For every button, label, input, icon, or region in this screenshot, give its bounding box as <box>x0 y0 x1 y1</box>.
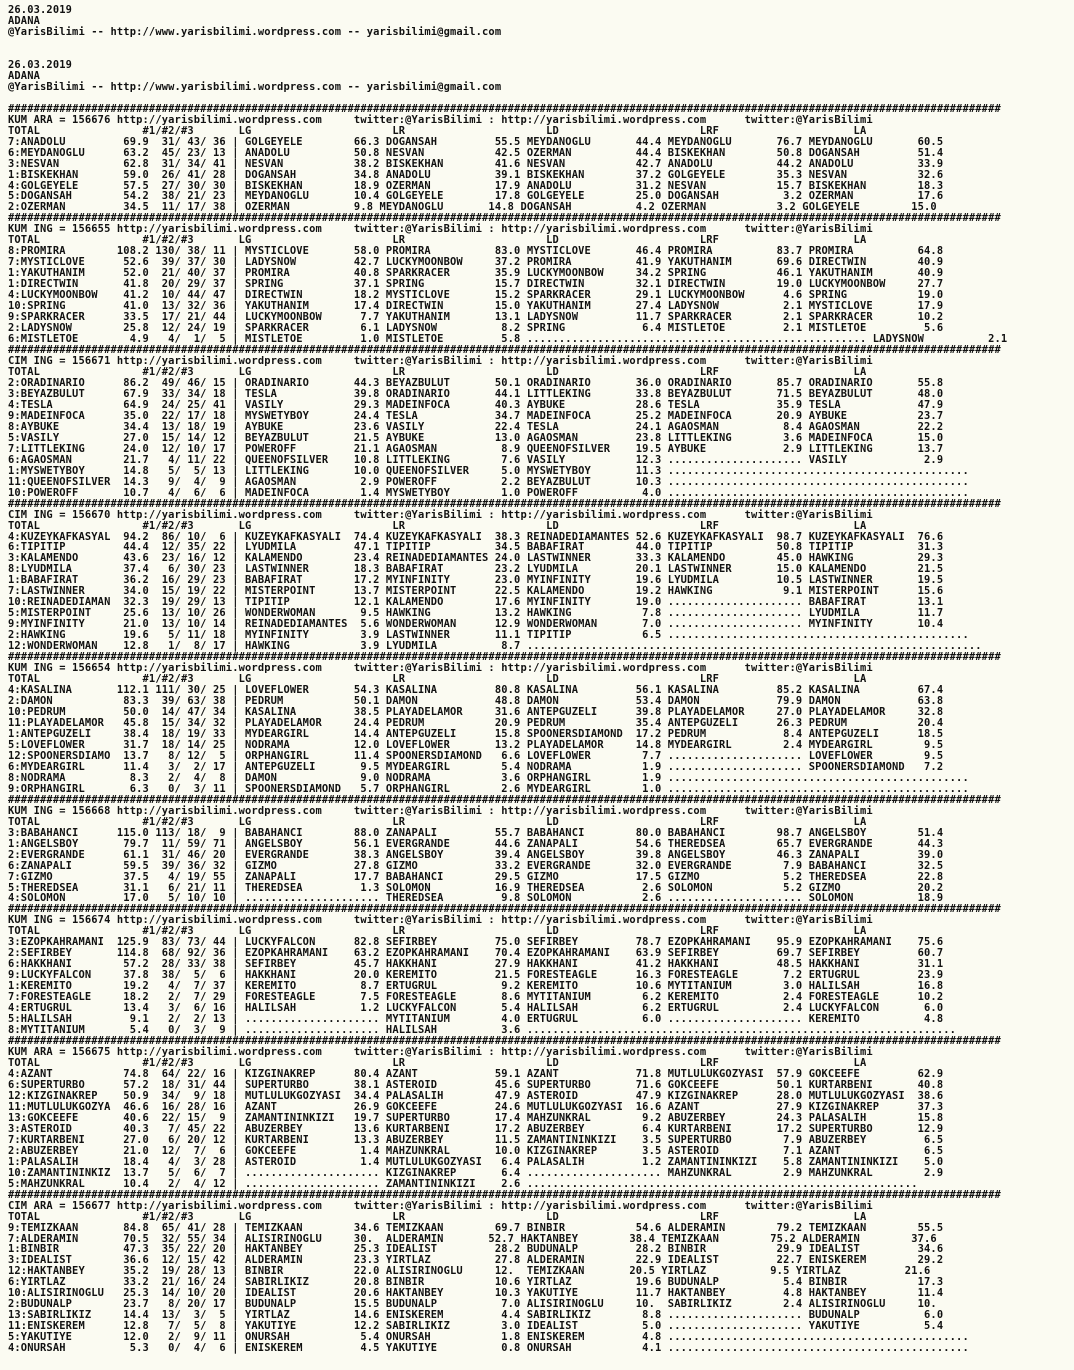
report-line: 2:BUDUNALP 23.7 8/ 20/ 17 | BUDUNALP 15.5 BUDUNALP 7.0 ALISIRINOGLU 10. SABIRLIKIZ 2.4 ALISIRINOGLU 10. <box>8 1298 937 1311</box>
report-line: 1:MYSWETYBOY 14.8 5/ 5/ 13 | LITTLEKING 10.0 QUEENOFSILVER 5.0 MYSWETYBOY 11.3 ............................................... <box>8 464 969 477</box>
report-line: 11:ENISKEREM 12.8 7/ 5/ 8 | YAKUTIYE 12.2 SABIRLIKIZ 3.0 IDEALIST 5.0 ..................... YAKUTIYE 5.4 <box>8 1320 944 1333</box>
column-header: TOTAL #1/#2/#3 LG LR LD LRF LA <box>8 234 867 247</box>
report-line: 5:VASILY 27.0 15/ 14/ 12 | BEYAZBULUT 21.5 AYBUKE 13.0 AGAOSMAN 23.8 LITTLEKING 3.6 MADEINFOCA 15.0 <box>8 431 944 444</box>
report-line: 3:IDEALIST 36.6 12/ 15/ 42 | ALDERAMIN 23.3 YIRTLAZ 27.8 ALDERAMIN 22.9 IDEALIST 22.7 ENISKEREM 29.2 <box>8 1254 944 1267</box>
column-header: TOTAL #1/#2/#3 LG LR LD LRF LA <box>8 1057 867 1069</box>
section-divider: ########################################################################################################################################################### <box>8 651 1001 664</box>
report-line: @YarisBilimi -- http://www.yarisbilimi.wordpress.com -- yarisbilimi@gmail.com <box>8 80 502 93</box>
report-line: 1:BISKEKHAN 59.0 26/ 41/ 28 | DOGANSAH 34.8 ANADOLU 39.1 BISKEKHAN 37.2 GOLGEYELE 35.3 NESVAN 32.6 <box>8 168 944 181</box>
report-line: 4:ERTUGRUL 13.4 3/ 6/ 16 | HALILSAH 1.2 LUCKYFALCON 5.4 HALILSAH 6.2 ERTUGRUL 2.4 LUCKYFALCON 6.0 <box>8 1002 944 1015</box>
report-line: 3:KALAMENDO 43.6 23/ 16/ 12 | KALAMENDO 23.4 REINADEDIAMANTES 24.0 LASTWINNER 33.3 KALAMENDO 45.0 HAWKING 29.3 <box>8 552 944 565</box>
report-line: 5:YAKUTIYE 12.0 2/ 9/ 11 | ONURSAH 5.4 ONURSAH 1.8 ENISKEREM 4.8 ............................................... <box>8 1331 969 1344</box>
report-line: 4:KUZEYKAFKASYAL 94.2 86/ 10/ 6 | KUZEYKAFKASYALI 74.4 KUZEYKAFKASYALI 38.3 REINADEDIAMANTES 52.6 KUZEYKAFKASYALI 98.7 KUZEYKAFKASYALI 76.6 <box>8 530 944 543</box>
race-header: CIM ARA = 156677 http://yarisbilimi.wordpress.com twitter:@YarisBilimi : http://yarisbilimi.wordpress.com twitter:@YarisBilimi <box>8 1199 873 1212</box>
report-line: 8:LYUDMILA 37.4 6/ 30/ 23 | LASTWINNER 18.3 BABAFIRAT 23.2 LYUDMILA 20.1 LASTWINNER 15.0 KALAMENDO 21.5 <box>8 563 944 576</box>
report-line: 8:AYBUKE 34.4 13/ 18/ 19 | AYBUKE 23.6 VASILY 22.4 TESLA 24.1 AGAOSMAN 8.4 AGAOSMAN 22.2 <box>8 420 944 433</box>
report-line: 9:SPARKRACER 33.5 17/ 21/ 44 | LUCKYMOONBOW 7.7 YAKUTHANIM 13.1 LADYSNOW 11.7 SPARKRACER 2.1 SPARKRACER 10.2 <box>8 311 944 324</box>
section-divider: ########################################################################################################################################################### <box>8 1035 1001 1048</box>
report-line: 7:FORESTEAGLE 18.2 2/ 7/ 29 | FORESTEAGLE 7.5 FORESTEAGLE 8.6 MYTITANIUM 6.2 KEREMITO 2.4 FORESTEAGLE 10.2 <box>8 991 944 1004</box>
report-line: 9:TEMIZKAAN 84.8 65/ 41/ 28 | TEMIZKAAN 34.6 TEMIZKAAN 69.7 BINBIR 54.6 ALDERAMIN 79.2 TEMIZKAAN 55.5 <box>8 1221 944 1234</box>
report-line: 9:MADEINFOCA 35.0 22/ 17/ 18 | MYSWETYBOY 24.4 TESLA 34.7 MADEINFOCA 25.2 MADEINFOCA 20.9 AYBUKE 23.7 <box>8 409 944 422</box>
report-line: 6:SUPERTURBO 57.2 18/ 31/ 44 | SUPERTURBO 38.1 ASTEROID 45.6 SUPERTURBO 71.6 GOKCEEFE 50.1 KURTARBENI 40.8 <box>8 1078 944 1091</box>
column-header: TOTAL #1/#2/#3 LG LR LD LRF LA <box>8 925 867 938</box>
report-line: 26.03.2019 <box>8 58 73 71</box>
report-line: 4:TESLA 64.9 24/ 25/ 41 | VASILY 29.3 MADEINFOCA 40.3 AYBUKE 28.6 TESLA 35.9 TESLA 47.9 <box>8 398 944 411</box>
report-line: 8:NODRAMA 8.3 2/ 4/ 8 | DAMON 9.0 NODRAMA 3.6 ORPHANGIRL 1.9 ............................................... <box>8 771 969 784</box>
report-line: 2:SEFIRBEY 114.8 68/ 92/ 36 | EZOPKAHRAMANI 63.2 EZOPKAHRAMANI 70.4 EZOPKAHRAMANI 63.9 SEFIRBEY 69.7 SEFIRBEY 60.7 <box>8 947 944 960</box>
report-line: 4:GOLGEYELE 57.5 27/ 30/ 30 | BISKEKHAN 18.9 OZERMAN 17.9 ANADOLU 31.2 NESVAN 15.7 BISKEKHAN 18.3 <box>8 179 944 192</box>
report-line: 3:NESVAN 62.8 31/ 34/ 41 | NESVAN 38.2 BISKEKHAN 41.6 NESVAN 42.7 ANADOLU 44.2 ANADOLU 33.9 <box>8 157 944 170</box>
report-line: 12:HAKTANBEY 35.2 19/ 28/ 13 | BINBIR 22.0 ALISIRINOGLU 12. TEMIZKAAN 20.5 YIRTLAZ 9.5 YIRTLAZ 21.6 <box>8 1265 931 1278</box>
report-line: 4:AZANT 74.8 64/ 22/ 16 | KIZGINAKREP 80.4 AZANT 59.1 AZANT 71.8 MUTLULUKGOZYASI 57.9 GOKCEEFE 62.9 <box>8 1067 944 1080</box>
report-line: 10:ZAMANTININKIZ 13.7 5/ 6/ 7 | ..................... KIZGINAKREP 6.4 ..................... MAHZUNKRAL 2.9 MAHZUNKRAL 2.9 <box>8 1166 944 1179</box>
report-line: 5:MISTERPOINT 25.6 13/ 10/ 26 | WONDERWOMAN 9.5 HAWKING 13.2 HAWKING 7.8 ..................... LYUDMILA 11.7 <box>8 607 944 620</box>
report-line: 6:HAKKHANI 57.2 28/ 33/ 38 | SEFIRBEY 45.7 HAKKHANI 27.9 HAKKHANI 41.2 HAKKHANI 48.5 HAKKHANI 31.1 <box>8 958 944 971</box>
report-line: 2:ABUZERBEY 21.0 12/ 7/ 6 | GOKCEEFE 1.4 MAHZUNKRAL 10.0 KIZGINAKREP 3.5 ASTEROID 7.1 AZANT 6.5 <box>8 1144 944 1157</box>
report-line: 10:REINADEDIAMAN 32.3 19/ 29/ 13 | TIPITIP 12.1 KALAMENDO 17.6 MYINFINITY 19.0 ..................... BABAFIRAT 13.1 <box>8 596 944 609</box>
section-divider: ########################################################################################################################################################### <box>8 793 1001 806</box>
report-line: 4:LUCKYMOONBOW 41.2 10/ 44/ 47 | DIRECTWIN 18.2 MYSTICLOVE 15.2 SPARKRACER 29.1 LUCKYMOONBOW 4.6 SPRING 19.0 <box>8 289 944 302</box>
report-line: 1:ANTEPGUZELI 38.4 18/ 19/ 33 | MYDEARGIRL 14.4 ANTEPGUZELI 15.8 SPOONERSDIAMOND 17.2 PEDRUM 8.4 ANTEPGUZELI 18.5 <box>8 727 944 740</box>
report-line: 7:MYSTICLOVE 52.6 39/ 37/ 30 | LADYSNOW 42.7 LUCKYMOONBOW 37.2 PROMIRA 41.9 YAKUTHANIM 69.6 DIRECTWIN 40.9 <box>8 256 944 269</box>
report-line: 9:LUCKYFALCON 37.8 38/ 5/ 6 | HAKKHANI 20.0 KEREMITO 21.5 FORESTEAGLE 16.3 FORESTEAGLE 7.2 ERTUGRUL 23.9 <box>8 969 944 982</box>
race-header: KUM ING = 156674 http://yarisbilimi.wordpress.com twitter:@YarisBilimi : http://yarisbilimi.wordpress.com twitter:@YarisBilimi <box>8 914 873 927</box>
report-line: 8:PROMIRA 108.2 130/ 38/ 11 | MYSTICLOVE 58.0 PROMIRA 83.0 MYSTICLOVE 46.4 PROMIRA 83.7 PROMIRA 64.8 <box>8 245 944 258</box>
report-line: 1:KEREMITO 19.2 4/ 7/ 37 | KEREMITO 8.7 ERTUGRUL 9.2 KEREMITO 10.6 MYTITANIUM 3.0 HALILSAH 16.8 <box>8 980 944 993</box>
report-line: 12:WONDERWOMAN 12.8 1/ 8/ 17 | HAWKING 3.9 LYUDMILA 8.7 ....................................................................... <box>8 640 982 653</box>
report-line: 2:HAWKING 19.6 5/ 11/ 18 | MYINFINITY 3.9 LASTWINNER 11.1 TIPITIP 6.5 ............................................... <box>8 629 969 642</box>
report-line: 5:THEREDSEA 31.1 6/ 21/ 11 | THEREDSEA 1.3 SOLOMON 16.9 THEREDSEA 2.6 SOLOMON 5.2 GIZMO 20.2 <box>8 881 944 894</box>
report-line: 10:SPRING 41.0 13/ 32/ 36 | YAKUTHANIM 17.4 DIRECTWIN 15.0 YAKUTHANIM 27.4 LADYSNOW 2.1 MYSTICLOVE 17.9 <box>8 300 944 313</box>
report-line: 1:YAKUTHANIM 52.0 21/ 40/ 37 | PROMIRA 40.8 SPARKRACER 35.9 LUCKYMOONBOW 34.2 SPRING 46.1 YAKUTHANIM 40.9 <box>8 267 944 280</box>
report-line: @YarisBilimi -- http://www.yarisbilimi.wordpress.com -- yarisbilimi@gmail.com <box>8 25 502 38</box>
column-header: TOTAL #1/#2/#3 LG LR LD LRF LA <box>8 673 867 686</box>
report-line: 5:HALILSAH 9.1 2/ 2/ 13 | ..................... MYTITANIUM 4.0 ERTUGRUL 6.0 ..................... KEREMITO 4.8 <box>8 1013 944 1026</box>
report-line: ADANA <box>8 14 41 27</box>
report-line: 10:PEDRUM 50.0 14/ 47/ 34 | KASALINA 38.5 PLAYADELAMOR 31.6 ANTEPGUZELI 39.8 PLAYADELAMOR 27.0 PLAYADELAMOR 32.8 <box>8 706 944 718</box>
report-line: 9:ORPHANGIRL 6.3 0/ 3/ 11 | SPOONERSDIAMOND 5.7 ORPHANGIRL 2.6 MYDEARGIRL 1.0 ............................................... <box>8 782 969 795</box>
report-line: 13:GOKCEEFE 40.6 22/ 15/ 9 | ZAMANTININKIZI 19.7 SUPERTURBO 17.4 MAHZUNKRAL 9.2 ABUZERBEY 24.3 PALASALIH 15.8 <box>8 1111 944 1124</box>
report-line: 2:ORADINARIO 86.2 49/ 46/ 15 | ORADINARIO 44.3 BEYAZBULUT 50.1 ORADINARIO 36.0 ORADINARIO 85.7 ORADINARIO 55.8 <box>8 376 944 389</box>
report-line: 2:DAMON 83.3 39/ 63/ 38 | PEDRUM 50.1 DAMON 48.8 DAMON 53.4 DAMON 79.9 DAMON 63.8 <box>8 695 944 708</box>
column-header: TOTAL #1/#2/#3 LG LR LD LRF LA <box>8 815 867 828</box>
report-line: ADANA <box>8 69 41 82</box>
report-line: 6:MEYDANOGLU 63.2 45/ 23/ 13 | ANADOLU 50.8 NESVAN 42.5 OZERMAN 44.4 BISKEKHAN 50.8 DOGANSAH 51.4 <box>8 146 944 159</box>
report-line: 1:ANGELSBOY 79.7 11/ 59/ 71 | ANGELSBOY 56.1 EVERGRANDE 44.6 ZANAPALI 54.6 THEREDSEA 65.7 EVERGRANDE 44.3 <box>8 837 944 850</box>
section-divider: ########################################################################################################################################################### <box>8 903 1001 916</box>
report-line: 1:BABAFIRAT 36.2 16/ 29/ 23 | BABAFIRAT 17.2 MYINFINITY 23.0 MYINFINITY 19.6 LYUDMILA 10.5 LASTWINNER 19.5 <box>8 574 944 587</box>
report-line: 7:ANADOLU 69.9 31/ 43/ 36 | GOLGEYELE 66.3 DOGANSAH 55.5 MEYDANOGLU 44.4 MEYDANOGLU 76.7 MEYDANOGLU 60.5 <box>8 135 944 148</box>
report-line: 4:ONURSAH 5.3 0/ 4/ 6 | ENISKEREM 4.5 YAKUTIYE 0.8 ONURSAH 4.1 ............................................... <box>8 1342 969 1355</box>
report-line: 4:KASALINA 112.1 111/ 30/ 25 | LOVEFLOWER 54.3 KASALINA 80.8 KASALINA 56.1 KASALINA 85.2 KASALINA 67.4 <box>8 684 944 697</box>
column-header: TOTAL #1/#2/#3 LG LR LD LRF LA <box>8 124 867 137</box>
race-header: KUM ARA = 156676 http://yarisbilimi.wordpress.com twitter:@YarisBilimi : http://yarisbilimi.wordpress.com twitter:@YarisBilimi <box>8 113 873 126</box>
report-line: 7:GIZMO 37.5 4/ 19/ 55 | ZANAPALI 17.7 BABAHANCI 29.5 GIZMO 17.5 GIZMO 5.2 THEREDSEA 22.8 <box>8 870 944 883</box>
section-divider: ########################################################################################################################################################### <box>8 344 1001 357</box>
race-header: KUM ING = 156654 http://yarisbilimi.wordpress.com twitter:@YarisBilimi : http://yarisbilimi.wordpress.com twitter:@YarisBilimi <box>8 662 873 675</box>
column-header: TOTAL #1/#2/#3 LG LR LD LRF LA <box>8 365 867 378</box>
race-header: KUM ING = 156655 http://yarisbilimi.wordpress.com twitter:@YarisBilimi : http://yarisbilimi.wordpress.com twitter:@YarisBilimi <box>8 223 873 236</box>
report-line: 12:KIZGINAKREP 50.9 34/ 9/ 18 | MUTLULUKGOZYASI 34.4 PALASALIH 47.9 ASTEROID 47.9 KIZGINAKREP 28.0 MUTLULUKGOZYASI 38.6 <box>8 1089 944 1102</box>
report-line: 6:MYDEARGIRL 11.4 3/ 2/ 17 | ANTEPGUZELI 9.5 MYDEARGIRL 5.4 NODRAMA 1.9 ..................... SPOONERSDIAMOND 7.2 <box>8 760 944 773</box>
report-line: 11:PLAYADELAMOR 45.8 15/ 34/ 32 | PLAYADELAMOR 24.4 PEDRUM 20.9 PEDRUM 35.4 ANTEPGUZELI 26.3 PEDRUM 20.4 <box>8 716 944 729</box>
report-line: 9:MYINFINITY 21.0 13/ 10/ 14 | REINADEDIAMANTES 5.6 WONDERWOMAN 12.9 WONDERWOMAN 7.0 ..................... MYINFINITY 10.4 <box>8 618 944 631</box>
report-line: 26.03.2019 <box>8 4 73 16</box>
report-line: 4:SOLOMON 17.0 5/ 10/ 10 | ..................... THEREDSEA 9.8 SOLOMON 2.6 ..................... SOLOMON 18.9 <box>8 892 944 905</box>
report-line: 6:YIRTLAZ 33.2 21/ 16/ 24 | SABIRLIKIZ 20.8 BINBIR 10.6 YIRTLAZ 19.6 BUDUNALP 5.4 BINBIR 17.3 <box>8 1276 944 1289</box>
report-line: 7:LASTWINNER 34.0 15/ 19/ 22 | MISTERPOINT 13.7 MISTERPOINT 22.5 KALAMENDO 19.2 HAWKING 9.1 MISTERPOINT 15.6 <box>8 585 944 598</box>
report-line: 3:EZOPKAHRAMANI 125.9 83/ 73/ 44 | LUCKYFALCON 82.8 SEFIRBEY 75.0 SEFIRBEY 78.7 EZOPKAHRAMANI 95.9 EZOPKAHRAMANI 75.6 <box>8 936 944 949</box>
report-line: 3:ASTEROID 40.3 7/ 45/ 22 | ABUZERBEY 13.6 KURTARBENI 17.2 ABUZERBEY 6.4 KURTARBENI 17.2 SUPERTURBO 12.9 <box>8 1122 944 1135</box>
race-header: KUM ING = 156668 http://yarisbilimi.wordpress.com twitter:@YarisBilimi : http://yarisbilimi.wordpress.com twitter:@YarisBilimi <box>8 804 873 817</box>
column-header: TOTAL #1/#2/#3 LG LR LD LRF LA <box>8 519 867 532</box>
report-line: 13:SABIRLIKIZ 14.4 13/ 3/ 5 | YIRTLAZ 14.6 ENISKEREM 4.4 SABIRLIKIZ 8.8 ..................... BUDUNALP 6.0 <box>8 1309 944 1322</box>
report-line: 6:AGAOSMAN 21.7 4/ 11/ 22 | QUEENOFSILVER 10.8 LITTLEKING 7.6 VASILY 12.3 ..................... VASILY 2.9 <box>8 453 944 466</box>
report-line: 5:DOGANSAH 54.2 38/ 21/ 23 | MEYDANOGLU 10.4 GOLGEYELE 17.8 GOLGEYELE 25.0 DOGANSAH 3.2 OZERMAN 17.6 <box>8 190 944 203</box>
report-line: 6:MISTLETOE 4.9 4/ 1/ 5 | MISTLETOE 1.0 MISTLETOE 5.8 ..................................................... LADYSNOW 2.1 <box>8 333 1008 346</box>
section-divider: ########################################################################################################################################################### <box>8 102 1001 115</box>
report-line: 7:KURTARBENI 27.0 6/ 20/ 12 | KURTARBENI 13.3 ABUZERBEY 11.5 ZAMANTININKIZI 3.5 SUPERTURBO 7.9 ABUZERBEY 6.5 <box>8 1133 944 1146</box>
report-line: 2:OZERMAN 34.5 11/ 17/ 38 | OZERMAN 9.8 MEYDANOGLU 14.8 DOGANSAH 4.2 OZERMAN 3.2 GOLGEYELE 15.0 <box>8 201 937 214</box>
report-line: 2:LADYSNOW 25.8 12/ 24/ 19 | SPARKRACER 6.1 LADYSNOW 8.2 SPRING 6.4 MISTLETOE 2.1 MISTLETOE 5.6 <box>8 322 944 335</box>
report-line: 1:BINBIR 47.3 35/ 22/ 20 | HAKTANBEY 25.3 IDEALIST 28.2 BUDUNALP 28.2 BINBIR 29.9 IDEALIST 34.6 <box>8 1243 944 1256</box>
race-header: CIM ING = 156670 http://yarisbilimi.wordpress.com twitter:@YarisBilimi : http://yarisbilimi.wordpress.com twitter:@YarisBilimi <box>8 508 873 521</box>
report-line: 12:SPOONERSDIAMO 13.7 8/ 12/ 5 | ORPHANGIRL 11.4 SPOONERSDIAMOND 6.6 LOVEFLOWER 7.7 ..................... LOVEFLOWER 9.5 <box>8 749 944 762</box>
report-line: 6:ZANAPALI 59.5 39/ 36/ 32 | GIZMO 27.8 GIZMO 33.2 EVERGRANDE 32.0 EVERGRANDE 7.9 BABAHANCI 32.5 <box>8 859 944 872</box>
section-divider: ########################################################################################################################################################### <box>8 497 1001 510</box>
report-line: 5:MAHZUNKRAL 10.4 2/ 4/ 12 | ..................... ZAMANTININKIZI 2.6 ............................................................. <box>8 1177 918 1190</box>
report-line: 3:BABAHANCI 115.0 113/ 18/ 9 | BABAHANCI 88.0 ZANAPALI 55.7 BABAHANCI 80.0 BABAHANCI 98.7 ANGELSBOY 51.4 <box>8 826 944 839</box>
section-divider: ########################################################################################################################################################### <box>8 212 1001 225</box>
report-line: 6:TIPITIP 44.4 12/ 35/ 22 | LYUDMILA 47.1 TIPITIP 34.5 BABAFIRAT 44.0 TIPITIP 50.8 TIPITIP 31.3 <box>8 541 944 554</box>
race-header: CIM ING = 156671 http://yarisbilimi.wordpress.com twitter:@YarisBilimi : http://yarisbilimi.wordpress.com twitter:@YarisBilimi <box>8 355 873 367</box>
report-line: 8:MYTITANIUM 5.4 0/ 3/ 9 | ..................... HALILSAH 3.6 ................................................................... <box>8 1024 957 1037</box>
report-line: 11:MUTLULUKGOZYA 46.6 16/ 28/ 16 | AZANT 26.9 GOKCEEFE 24.6 MUTLULUKGOZYASI 16.6 AZANT 27.9 KIZGINAKREP 37.3 <box>8 1100 944 1113</box>
report-line: 10:ALISIRINOGLU 25.3 14/ 10/ 20 | IDEALIST 20.6 HAKTANBEY 10.3 YAKUTIYE 11.7 HAKTANBEY 4.8 HAKTANBEY 11.4 <box>8 1287 944 1300</box>
report-line: 11:QUEENOFSILVER 14.3 9/ 4/ 9 | AGAOSMAN 2.9 POWEROFF 2.2 BEYAZBULUT 10.3 ............................................... <box>8 475 969 488</box>
report-line: 2:EVERGRANDE 61.1 31/ 46/ 20 | EVERGRANDE 38.3 ANGELSBOY 39.4 ANGELSBOY 39.8 ANGELSBOY 46.3 ZANAPALI 39.0 <box>8 848 944 861</box>
report-line: 7:ALDERAMIN 70.5 32/ 55/ 34 | ALISIRINOGLU 30. ALDERAMIN 52.7 HAKTANBEY 38.4 TEMIZKAAN 75.2 ALDERAMIN 37.6 <box>8 1232 937 1245</box>
report-line: 3:BEYAZBULUT 67.9 33/ 34/ 18 | TESLA 39.8 ORADINARIO 44.1 LITTLEKING 33.8 BEYAZBULUT 71.5 BEYAZBULUT 48.0 <box>8 387 944 400</box>
section-divider: ########################################################################################################################################################### <box>8 1188 1001 1201</box>
report-line: 1:DIRECTWIN 41.8 20/ 29/ 37 | SPRING 37.1 SPRING 15.7 DIRECTWIN 32.1 DIRECTWIN 19.0 LUCKYMOONBOW 27.7 <box>8 278 944 291</box>
column-header: TOTAL #1/#2/#3 LG LR LD LRF LA <box>8 1210 867 1223</box>
race-header: KUM ARA = 156675 http://yarisbilimi.wordpress.com twitter:@YarisBilimi : http://yarisbilimi.wordpress.com twitter:@YarisBilimi <box>8 1046 873 1059</box>
report-line: 1:PALASALIH 18.4 4/ 3/ 28 | ASTEROID 1.4 MUTLULUKGOZYASI 6.4 PALASALIH 1.2 ZAMANTININKIZI 5.8 ZAMANTININKIZI 5.0 <box>8 1155 944 1168</box>
report-line: 10:POWEROFF 10.7 4/ 6/ 6 | MADEINFOCA 1.4 MYSWETYBOY 1.0 POWEROFF 4.0 ............................................... <box>8 486 969 499</box>
report-line: 5:LOVEFLOWER 31.7 18/ 14/ 25 | NODRAMA 12.0 LOVEFLOWER 13.2 PLAYADELAMOR 14.8 MYDEARGIRL 2.4 MYDEARGIRL 9.5 <box>8 738 944 751</box>
report-line: 7:LITTLEKING 24.0 12/ 10/ 17 | POWEROFF 21.1 AGAOSMAN 8.9 QUEENOFSILVER 19.5 AYBUKE 2.9 LITTLEKING 13.7 <box>8 442 944 455</box>
